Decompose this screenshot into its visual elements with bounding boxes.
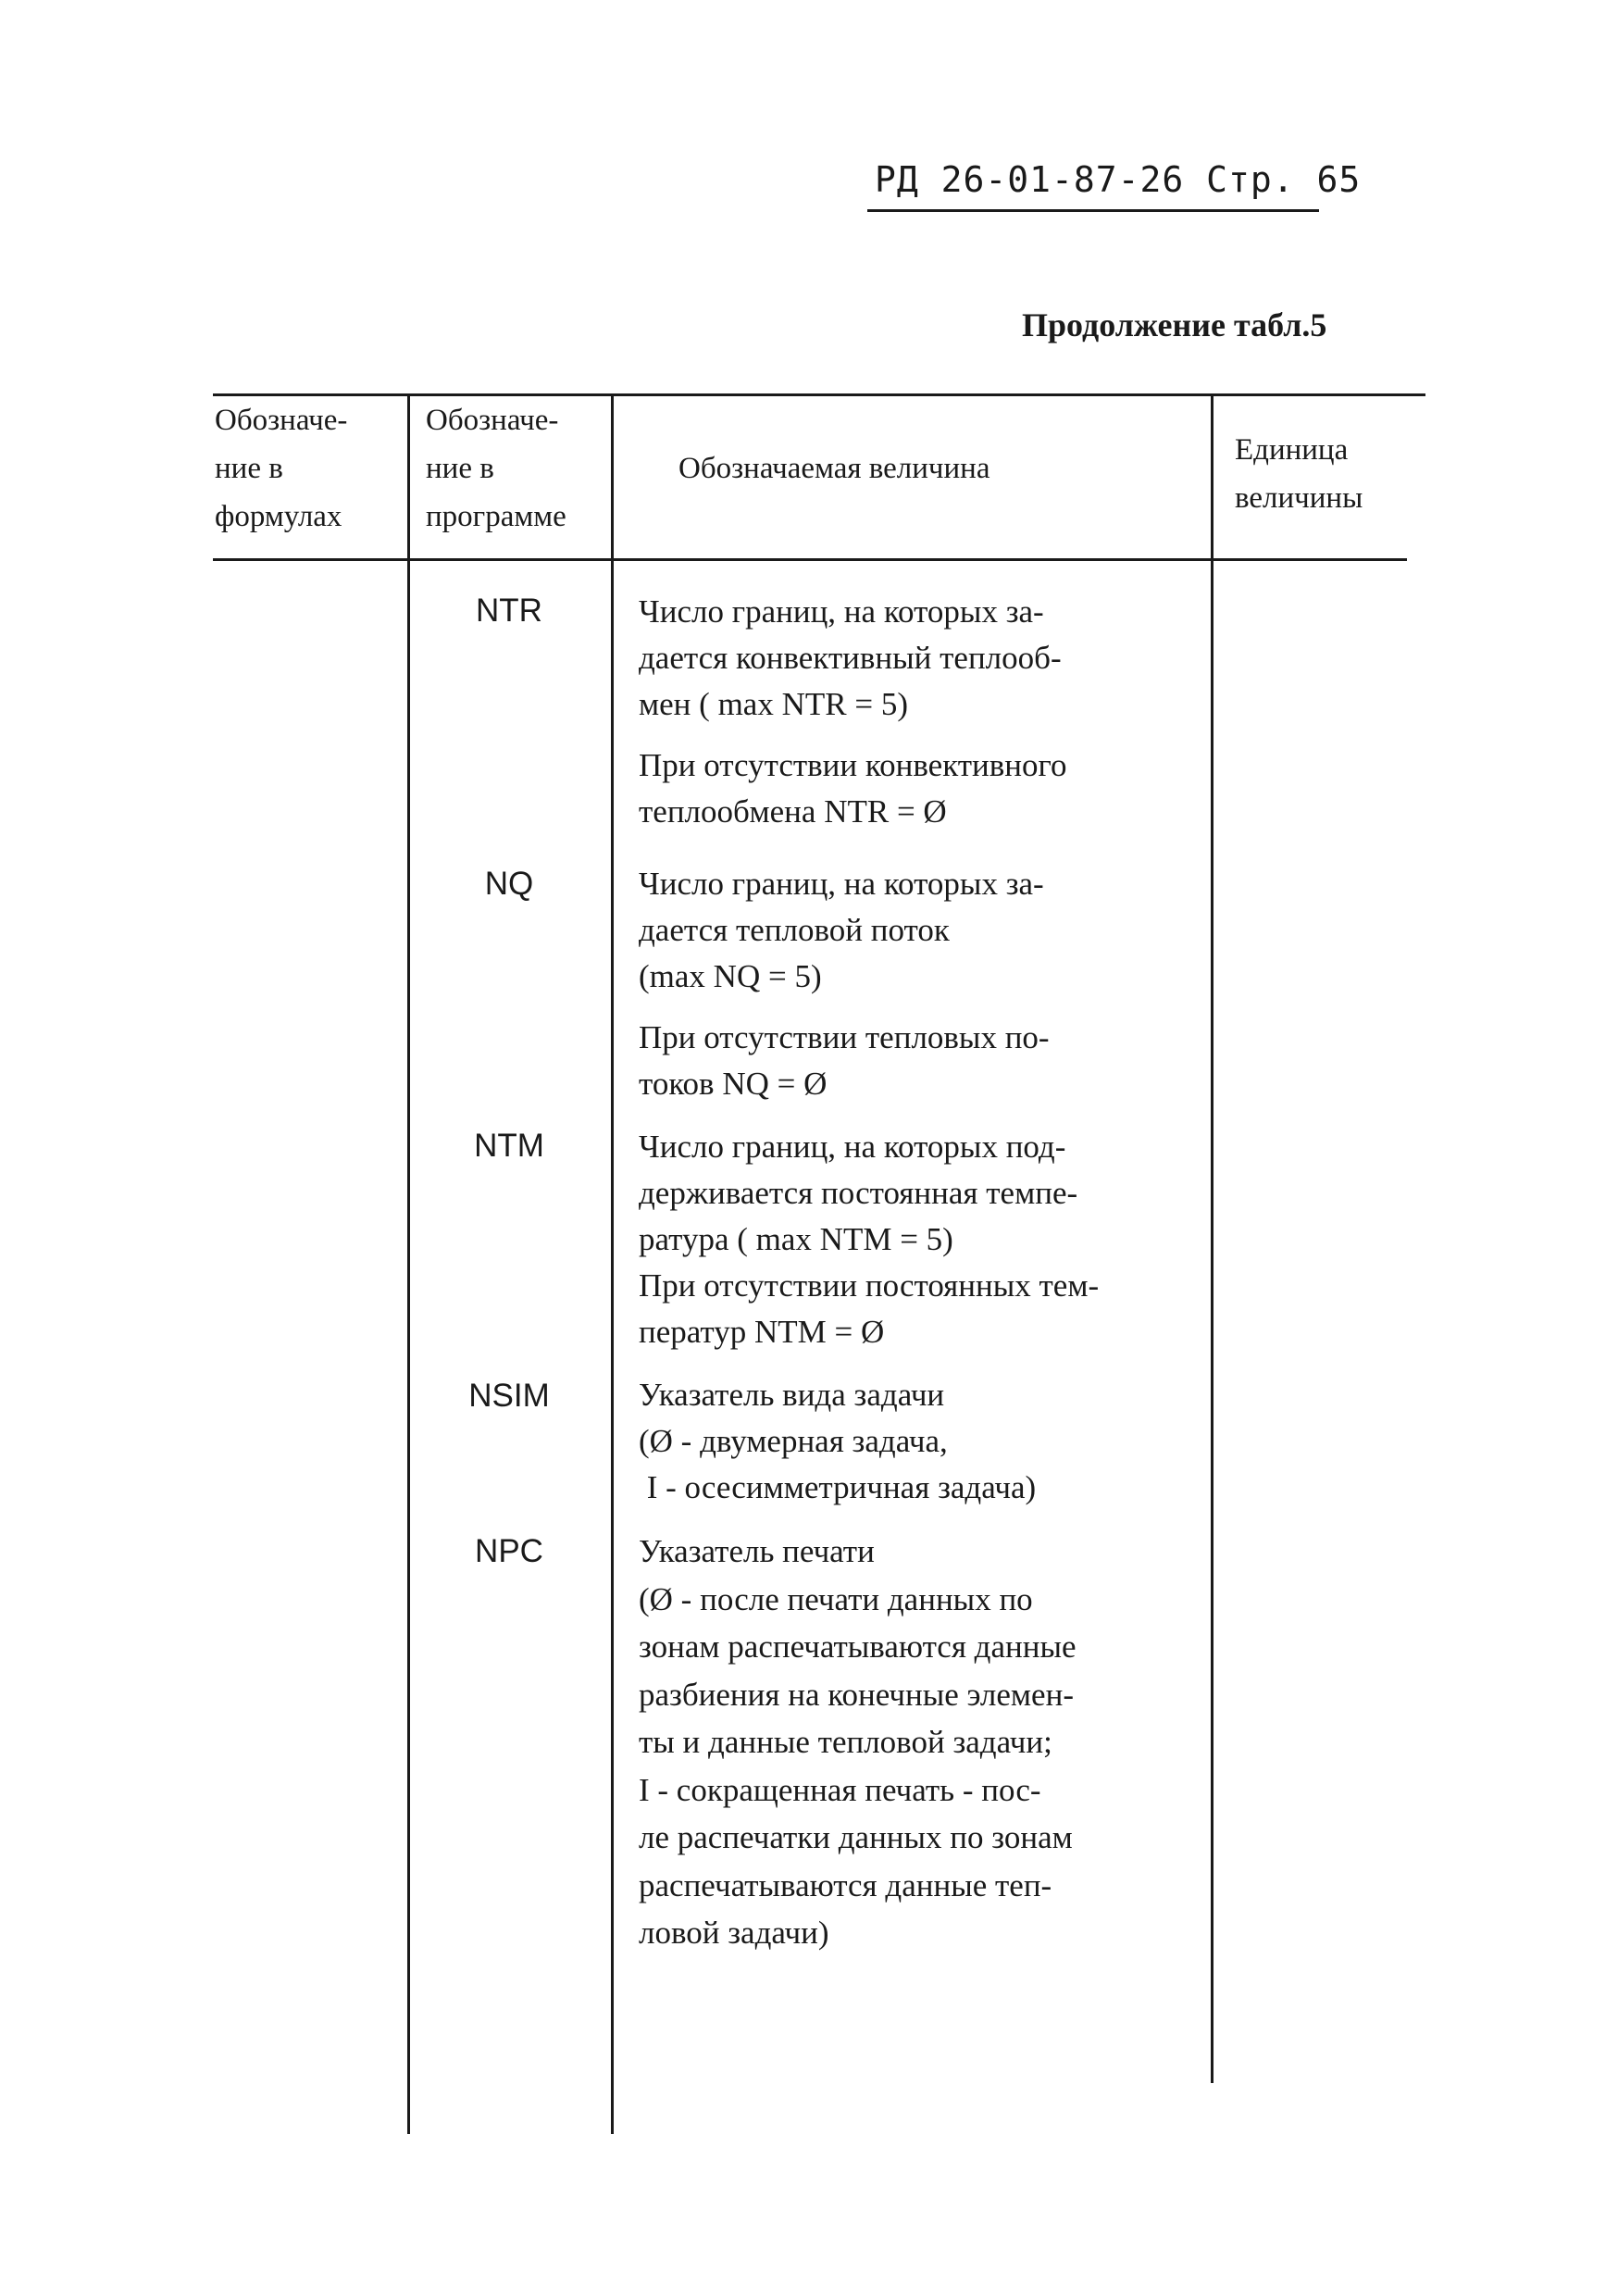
document-reference: РД 26-01-87-26 Стр. 65 <box>875 159 1362 200</box>
column-divider-2 <box>611 393 614 2134</box>
header-program-symbol: Обозначе- ние в программе <box>426 404 566 533</box>
header-quantity: Обозначаемая величина <box>678 452 990 485</box>
header-formula-symbol: Обозначе- ние в формулах <box>215 404 348 533</box>
description-npc: Указатель печати (Ø - после печати данных по зонам распечатываются данные разбиения на конечные элемен- ты и данные тепловой задачи; I - сокращенная печать - пос- ле распечатки данных по зонам распечатываются данные теп- ловой задачи) <box>639 1533 1077 1951</box>
table-continuation-label: Продолжение табл.5 <box>1022 306 1327 343</box>
description-nsim: Указатель вида задачи (Ø - двумерная задача, I - осесимметричная задача) <box>639 1377 1037 1505</box>
column-divider-1 <box>407 393 410 2134</box>
program-symbol-nsim: NSIM <box>468 1378 550 1414</box>
table-top-rule <box>213 393 1425 396</box>
description-ntr: Число границ, на которых за- дается конвективный теплооб- мен ( max NTR = 5) <box>639 593 1062 722</box>
description-ntm: Число границ, на которых под- держивается постоянная темпе- ратура ( max NTM = 5) При отсутствии постоянных тем- ператур NTM = Ø <box>639 1129 1100 1350</box>
header-unit: Единица величины <box>1235 433 1363 515</box>
program-symbol-npc: NPC <box>475 1533 543 1569</box>
description-nq: Число границ, на которых за- дается тепловой поток (max NQ = 5) <box>639 866 1044 994</box>
document-reference-underline <box>867 209 1319 212</box>
table-header-bottom-rule <box>213 558 1407 561</box>
program-symbol-nq: NQ <box>484 866 534 902</box>
program-symbol-ntr: NTR <box>476 593 542 629</box>
program-symbol-ntm: NTM <box>474 1128 544 1164</box>
description-ntr-absent: При отсутствии конвективного теплообмена NTR = Ø <box>639 747 1067 830</box>
description-nq-absent: При отсутствии тепловых по- токов NQ = Ø <box>639 1019 1050 1102</box>
